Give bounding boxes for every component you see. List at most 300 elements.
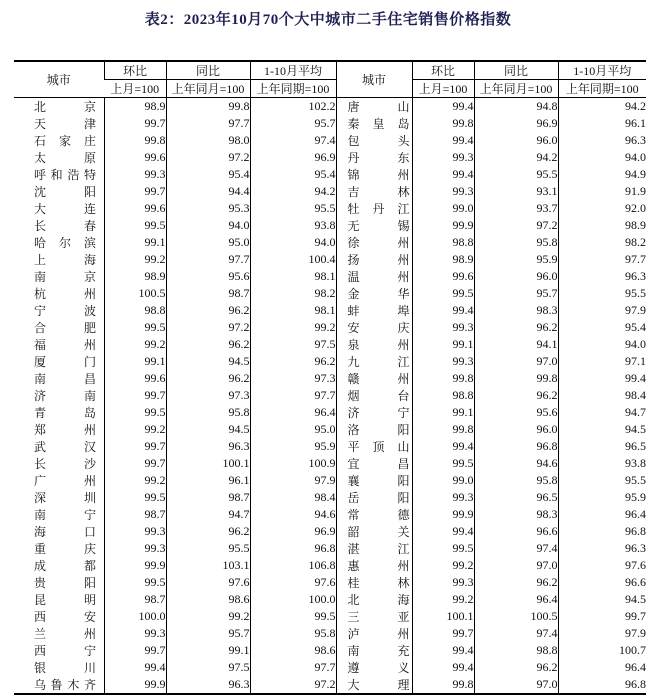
mom-value: 99.7 (104, 115, 166, 132)
table-row (14, 421, 646, 438)
yoy-value: 99.1 (166, 642, 250, 659)
avg-value: 94.5 (558, 591, 646, 608)
city-name: 湛 江 (336, 540, 412, 557)
city-name: 北 海 (336, 591, 412, 608)
avg-value: 95.9 (558, 489, 646, 506)
avg-value: 96.9 (250, 149, 336, 166)
city-name: 泸 州 (336, 625, 412, 642)
avg-value: 95.8 (250, 625, 336, 642)
city-name: 泉 州 (336, 336, 412, 353)
table-row (14, 336, 646, 353)
yoy-value: 96.5 (474, 489, 558, 506)
city-name: 沈 阳 (34, 185, 96, 199)
city-name: 岳 阳 (336, 489, 412, 506)
yoy-value: 94.2 (474, 149, 558, 166)
mom-value: 99.4 (412, 523, 474, 540)
city-name: 长 沙 (34, 457, 96, 471)
col-subheader-mom-base-left: 上月=100 (104, 80, 166, 98)
mom-value: 99.4 (412, 659, 474, 676)
table-row (14, 540, 646, 557)
col-subheader-mom-base-right: 上月=100 (412, 80, 474, 98)
avg-value: 96.3 (558, 132, 646, 149)
yoy-value: 97.7 (166, 115, 250, 132)
table-row (14, 115, 646, 132)
yoy-value: 96.9 (474, 115, 558, 132)
city-name: 深 圳 (34, 491, 96, 505)
avg-value: 94.7 (558, 404, 646, 421)
yoy-value: 96.2 (166, 336, 250, 353)
yoy-value: 93.1 (474, 183, 558, 200)
avg-value: 97.6 (558, 557, 646, 574)
avg-value: 93.8 (558, 455, 646, 472)
table-row (14, 268, 646, 285)
avg-value: 102.2 (250, 98, 336, 116)
avg-value: 97.6 (250, 574, 336, 591)
avg-value: 97.5 (250, 336, 336, 353)
city-name: 牡 丹 江 (336, 200, 412, 217)
yoy-value: 96.1 (166, 472, 250, 489)
yoy-value: 99.8 (166, 98, 250, 116)
mom-value: 98.9 (412, 251, 474, 268)
mom-value: 99.3 (412, 574, 474, 591)
city-name: 济 宁 (336, 404, 412, 421)
avg-value: 100.4 (250, 251, 336, 268)
yoy-value: 97.3 (166, 387, 250, 404)
yoy-value: 94.6 (474, 455, 558, 472)
mom-value: 99.0 (412, 472, 474, 489)
city-name: 烟 台 (336, 387, 412, 404)
avg-value: 99.7 (558, 608, 646, 625)
city-name: 郑 州 (34, 423, 96, 437)
city-name: 洛 阳 (336, 421, 412, 438)
avg-value: 98.1 (250, 268, 336, 285)
avg-value: 100.0 (250, 591, 336, 608)
table-row (14, 370, 646, 387)
table-row (14, 557, 646, 574)
avg-value: 99.5 (250, 608, 336, 625)
mom-value: 99.2 (104, 251, 166, 268)
mom-value: 99.5 (104, 489, 166, 506)
mom-value: 99.9 (412, 506, 474, 523)
mom-value: 99.9 (104, 676, 166, 694)
city-name: 厦 门 (34, 355, 96, 369)
table-row (14, 472, 646, 489)
city-name: 南 宁 (34, 508, 96, 522)
avg-value: 96.8 (558, 676, 646, 694)
avg-value: 95.4 (558, 319, 646, 336)
table-row (14, 489, 646, 506)
mom-value: 98.7 (104, 506, 166, 523)
city-name: 温 州 (336, 268, 412, 285)
city-name: 锦 州 (336, 166, 412, 183)
city-name: 唐 山 (336, 98, 412, 116)
col-header-avg-left: 1-10月平均 (250, 61, 336, 80)
mom-value: 99.4 (412, 302, 474, 319)
col-subheader-avg-base-right: 上年同期=100 (558, 80, 646, 98)
col-subheader-yoy-base-right: 上年同月=100 (474, 80, 558, 98)
table-row (14, 506, 646, 523)
col-subheader-avg-base-left: 上年同期=100 (250, 80, 336, 98)
yoy-value: 98.0 (166, 132, 250, 149)
mom-value: 99.3 (412, 183, 474, 200)
table-row (14, 591, 646, 608)
mom-value: 99.8 (412, 370, 474, 387)
mom-value: 99.8 (412, 676, 474, 694)
avg-value: 96.3 (558, 268, 646, 285)
table-row (14, 608, 646, 625)
mom-value: 99.5 (104, 404, 166, 421)
mom-value: 99.6 (104, 149, 166, 166)
table-row (14, 149, 646, 166)
city-name: 宜 昌 (336, 455, 412, 472)
avg-value: 98.2 (250, 285, 336, 302)
yoy-value: 95.6 (474, 404, 558, 421)
table-row (14, 166, 646, 183)
col-subheader-yoy-base-left: 上年同月=100 (166, 80, 250, 98)
col-header-yoy-left: 同比 (166, 61, 250, 80)
mom-value: 99.4 (412, 98, 474, 116)
mom-value: 98.7 (104, 591, 166, 608)
price-index-table (14, 60, 646, 695)
avg-value: 93.8 (250, 217, 336, 234)
avg-value: 98.2 (558, 234, 646, 251)
mom-value: 99.4 (104, 659, 166, 676)
yoy-value: 93.7 (474, 200, 558, 217)
avg-value: 95.7 (250, 115, 336, 132)
city-name: 福 州 (34, 338, 96, 352)
city-name: 大 理 (336, 676, 412, 694)
yoy-value: 97.7 (166, 251, 250, 268)
yoy-value: 97.0 (474, 353, 558, 370)
yoy-value: 96.6 (474, 523, 558, 540)
yoy-value: 96.8 (474, 438, 558, 455)
avg-value: 96.8 (250, 540, 336, 557)
table-row (14, 523, 646, 540)
yoy-value: 96.0 (474, 268, 558, 285)
avg-value: 96.4 (558, 659, 646, 676)
city-name: 石 家 庄 (34, 134, 96, 148)
yoy-value: 97.2 (474, 217, 558, 234)
mom-value: 99.8 (412, 421, 474, 438)
table-row (14, 404, 646, 421)
mom-value: 98.9 (104, 268, 166, 285)
city-name: 襄 阳 (336, 472, 412, 489)
yoy-value: 97.2 (166, 149, 250, 166)
avg-value: 100.7 (558, 642, 646, 659)
table-title: 表2：2023年10月70个大中城市二手住宅销售价格指数 (144, 12, 512, 28)
yoy-value: 96.0 (474, 421, 558, 438)
mom-value: 99.2 (104, 472, 166, 489)
yoy-value: 96.2 (474, 319, 558, 336)
yoy-value: 95.9 (474, 251, 558, 268)
avg-value: 94.0 (558, 149, 646, 166)
mom-value: 99.5 (412, 285, 474, 302)
col-header-mom-left: 环比 (104, 61, 166, 80)
avg-value: 96.4 (558, 506, 646, 523)
table-row (14, 676, 646, 694)
yoy-value: 96.2 (474, 659, 558, 676)
table-row (14, 659, 646, 676)
mom-value: 100.1 (412, 608, 474, 625)
yoy-value: 99.2 (166, 608, 250, 625)
mom-value: 99.1 (412, 404, 474, 421)
yoy-value: 96.3 (166, 438, 250, 455)
yoy-value: 96.4 (474, 591, 558, 608)
yoy-value: 98.3 (474, 506, 558, 523)
avg-value: 98.1 (250, 302, 336, 319)
city-name: 北 京 (34, 100, 96, 114)
avg-value: 94.6 (250, 506, 336, 523)
avg-value: 94.9 (558, 166, 646, 183)
avg-value: 97.7 (558, 251, 646, 268)
yoy-value: 95.7 (166, 625, 250, 642)
mom-value: 99.3 (412, 149, 474, 166)
city-name: 大 连 (34, 202, 96, 216)
city-name: 九 江 (336, 353, 412, 370)
avg-value: 97.7 (250, 387, 336, 404)
yoy-value: 94.1 (474, 336, 558, 353)
table-row (14, 98, 646, 116)
avg-value: 98.4 (250, 489, 336, 506)
avg-value: 98.9 (558, 217, 646, 234)
mom-value: 99.3 (412, 353, 474, 370)
mom-value: 100.0 (104, 608, 166, 625)
city-name: 杭 州 (34, 287, 96, 301)
avg-value: 94.5 (558, 421, 646, 438)
mom-value: 99.2 (412, 591, 474, 608)
table-row (14, 234, 646, 251)
yoy-value: 99.8 (474, 370, 558, 387)
yoy-value: 94.0 (166, 217, 250, 234)
table-row (14, 642, 646, 659)
yoy-value: 97.4 (474, 540, 558, 557)
yoy-value: 97.4 (474, 625, 558, 642)
yoy-value: 96.2 (474, 574, 558, 591)
yoy-value: 94.4 (166, 183, 250, 200)
table-row (14, 132, 646, 149)
city-name: 常 德 (336, 506, 412, 523)
mom-value: 99.4 (412, 642, 474, 659)
city-name: 海 口 (34, 525, 96, 539)
yoy-value: 97.0 (474, 557, 558, 574)
yoy-value: 97.0 (474, 676, 558, 694)
city-name: 南 昌 (34, 372, 96, 386)
mom-value: 99.3 (104, 166, 166, 183)
city-name: 南 京 (34, 270, 96, 284)
yoy-value: 95.5 (474, 166, 558, 183)
avg-value: 97.1 (558, 353, 646, 370)
city-name: 长 春 (34, 219, 96, 233)
mom-value: 99.1 (412, 336, 474, 353)
yoy-value: 97.5 (166, 659, 250, 676)
mom-value: 99.4 (412, 132, 474, 149)
mom-value: 99.6 (104, 200, 166, 217)
city-name: 合 肥 (34, 321, 96, 335)
yoy-value: 95.8 (474, 472, 558, 489)
table-row (14, 217, 646, 234)
city-name: 平 顶 山 (336, 438, 412, 455)
city-name: 乌 鲁 木 齐 (34, 678, 96, 692)
mom-value: 99.1 (104, 353, 166, 370)
avg-value: 95.5 (558, 472, 646, 489)
city-name: 三 亚 (336, 608, 412, 625)
yoy-value: 94.5 (166, 353, 250, 370)
city-name: 重 庆 (34, 542, 96, 556)
mom-value: 99.6 (412, 268, 474, 285)
yoy-value: 95.3 (166, 200, 250, 217)
mom-value: 98.8 (412, 234, 474, 251)
yoy-value: 97.6 (166, 574, 250, 591)
col-header-avg-right: 1-10月平均 (558, 61, 646, 80)
avg-value: 98.6 (250, 642, 336, 659)
table-row (14, 438, 646, 455)
city-name: 贵 阳 (34, 576, 96, 590)
avg-value: 97.7 (250, 659, 336, 676)
yoy-value: 95.8 (166, 404, 250, 421)
mom-value: 98.8 (412, 387, 474, 404)
city-name: 天 津 (34, 117, 96, 131)
mom-value: 99.9 (104, 557, 166, 574)
mom-value: 99.2 (104, 421, 166, 438)
city-name: 济 南 (34, 389, 96, 403)
city-name: 惠 州 (336, 557, 412, 574)
city-name: 上 海 (34, 253, 96, 267)
mom-value: 99.7 (104, 387, 166, 404)
mom-value: 99.3 (412, 319, 474, 336)
city-name: 武 汉 (34, 440, 96, 454)
city-name: 扬 州 (336, 251, 412, 268)
city-name: 成 都 (34, 559, 96, 573)
city-name: 蚌 埠 (336, 302, 412, 319)
mom-value: 99.0 (412, 200, 474, 217)
mom-value: 99.2 (412, 557, 474, 574)
city-name: 韶 关 (336, 523, 412, 540)
city-name: 赣 州 (336, 370, 412, 387)
avg-value: 106.8 (250, 557, 336, 574)
mom-value: 99.5 (104, 319, 166, 336)
mom-value: 99.8 (104, 132, 166, 149)
avg-value: 97.3 (250, 370, 336, 387)
city-name: 青 岛 (34, 406, 96, 420)
avg-value: 94.2 (558, 98, 646, 116)
avg-value: 92.0 (558, 200, 646, 217)
city-name: 南 充 (336, 642, 412, 659)
avg-value: 97.4 (250, 132, 336, 149)
table-row (14, 183, 646, 200)
city-name: 秦 皇 岛 (336, 115, 412, 132)
avg-value: 91.9 (558, 183, 646, 200)
avg-value: 96.2 (250, 353, 336, 370)
mom-value: 99.3 (104, 523, 166, 540)
table-row (14, 319, 646, 336)
mom-value: 99.3 (104, 540, 166, 557)
yoy-value: 95.0 (166, 234, 250, 251)
yoy-value: 96.2 (166, 302, 250, 319)
avg-value: 98.4 (558, 387, 646, 404)
table-row (14, 285, 646, 302)
table-row (14, 251, 646, 268)
city-name: 包 头 (336, 132, 412, 149)
mom-value: 99.7 (104, 183, 166, 200)
yoy-value: 98.3 (474, 302, 558, 319)
yoy-value: 96.2 (166, 370, 250, 387)
avg-value: 96.5 (558, 438, 646, 455)
mom-value: 99.5 (104, 574, 166, 591)
mom-value: 98.9 (104, 98, 166, 116)
yoy-value: 98.7 (166, 489, 250, 506)
mom-value: 99.8 (412, 115, 474, 132)
mom-value: 99.7 (104, 642, 166, 659)
city-name: 桂 林 (336, 574, 412, 591)
avg-value: 96.1 (558, 115, 646, 132)
city-name: 西 安 (34, 610, 96, 624)
avg-value: 99.2 (250, 319, 336, 336)
mom-value: 99.9 (412, 217, 474, 234)
avg-value: 94.2 (250, 183, 336, 200)
table-header (14, 61, 646, 98)
city-name: 宁 波 (34, 304, 96, 318)
col-header-city-right: 城市 (336, 61, 412, 98)
city-name: 哈 尔 滨 (34, 236, 96, 250)
yoy-value: 96.0 (474, 132, 558, 149)
yoy-value: 96.2 (166, 523, 250, 540)
mom-value: 99.4 (412, 438, 474, 455)
yoy-value: 95.8 (474, 234, 558, 251)
city-name: 昆 明 (34, 593, 96, 607)
col-header-city-left: 城市 (14, 61, 104, 98)
table-row (14, 302, 646, 319)
mom-value: 99.5 (412, 540, 474, 557)
avg-value: 96.8 (558, 523, 646, 540)
mom-value: 99.5 (104, 217, 166, 234)
avg-value: 97.2 (250, 676, 336, 694)
avg-value: 96.6 (558, 574, 646, 591)
city-name: 安 庆 (336, 319, 412, 336)
avg-value: 95.0 (250, 421, 336, 438)
city-name: 丹 东 (336, 149, 412, 166)
mom-value: 99.5 (412, 455, 474, 472)
yoy-value: 94.8 (474, 98, 558, 116)
avg-value: 97.9 (558, 625, 646, 642)
yoy-value: 95.5 (166, 540, 250, 557)
mom-value: 99.4 (412, 166, 474, 183)
mom-value: 99.7 (104, 455, 166, 472)
city-name: 金 华 (336, 285, 412, 302)
table-body (14, 98, 646, 695)
avg-value: 96.4 (250, 404, 336, 421)
city-name: 吉 林 (336, 183, 412, 200)
avg-value: 94.0 (250, 234, 336, 251)
city-name: 西 宁 (34, 644, 96, 658)
yoy-value: 98.6 (166, 591, 250, 608)
table-row (14, 353, 646, 370)
city-name: 无 锡 (336, 217, 412, 234)
avg-value: 95.5 (558, 285, 646, 302)
mom-value: 98.8 (104, 302, 166, 319)
mom-value: 99.6 (104, 370, 166, 387)
mom-value: 99.7 (412, 625, 474, 642)
table-row (14, 625, 646, 642)
avg-value: 97.9 (558, 302, 646, 319)
mom-value: 100.5 (104, 285, 166, 302)
mom-value: 99.7 (104, 438, 166, 455)
avg-value: 99.4 (558, 370, 646, 387)
col-header-mom-right: 环比 (412, 61, 474, 80)
yoy-value: 94.7 (166, 506, 250, 523)
city-name: 广 州 (34, 474, 96, 488)
mom-value: 99.2 (104, 336, 166, 353)
avg-value: 96.3 (558, 540, 646, 557)
